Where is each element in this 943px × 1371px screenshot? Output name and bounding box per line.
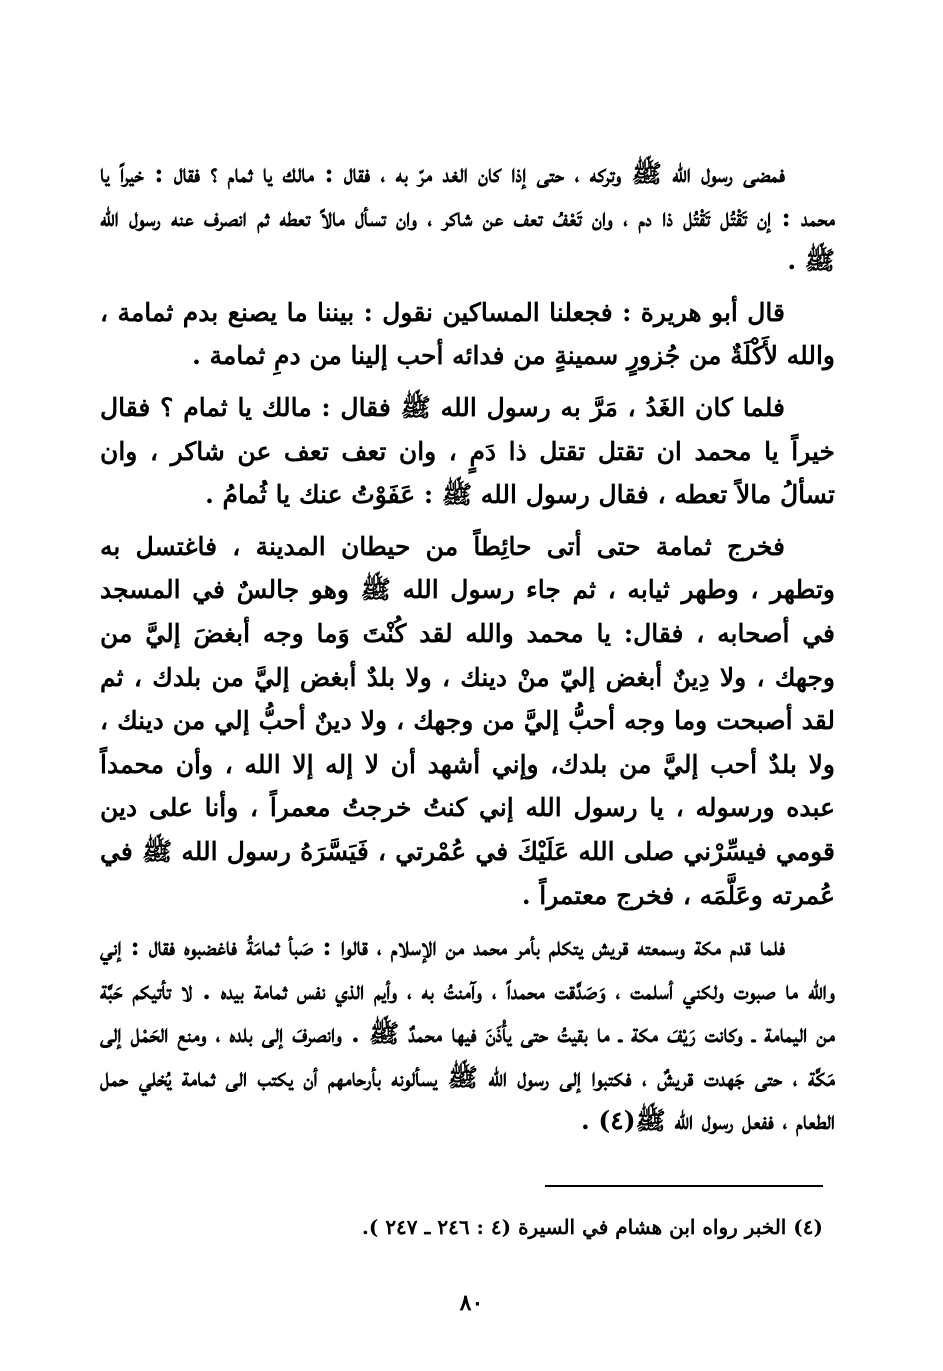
- page-number: ٨٠: [459, 1290, 484, 1316]
- footnote: (٤) الخبر رواه ابن هشام في السيرة (٤ : ٢٤٦ ـ ٢٤٧ ).: [361, 1215, 823, 1239]
- paragraph-3: فلما كان الغَدُ ، مَرَّ به رسول الله ﷺ فقال : مالك يا ثمام ؟ فقال خيراً يا محمد ان تقتل تقتل ذا دَمٍ ، وان تعف تعف عن شاكر ، وان تسألُ مالاً تعطه ، فقال رسول الله ﷺ : عَفَوْتُ عنك يا ثُمامُ .: [100, 392, 835, 510]
- paragraph-1: فمضى رسول الله ﷺ وتركه ، حتى إذا كان الغد مرّ به ، فقال : مالك يا ثمام ؟ فقال : خيراً يا محمد : إن تَقْتُل تَقْتُل ذا دم ، وان تَعْفُ تعف عن شاكر ، وان تسأل مالاً تعطه ثم انصرف عنه رسول الله ﷺ .: [100, 159, 835, 276]
- paragraph-2: قال أبو هريرة : فجعلنا المساكين نقول : بيننا ما يصنع بدم ثمامة ، والله لأَكْلَةٌ من جُزورٍ سمينةٍ من فدائه أحب إلينا من دمِ ثمامة .: [100, 297, 835, 371]
- paragraph-4: فخرج ثمامة حتى أتى حائِطاً من حيطان المدينة ، فاغتسل به وتطهر ، وطهر ثيابه ، ثم جاء رسول الله ﷺ وهو جالسٌ في المسجد في أصحابه ، فقال: يا محمد والله لقد كُنْتَ وَما وجه أبغضَ إليَّ من وجهك ، ولا دِينٌ أبغض إليّ منْ دينك ، ولا بلدٌ أبغض إليَّ من بلدك ، ثم لقد أصبحت وما وجه أحبُّ إليَّ من وجهك ، ولا دينٌ أحبُّ إلي من دينك ، ولا بلدٌ أحب إليَّ من بلدك، وإني أشهد أن لا إله إلا الله ، وأن محمداً عبده ورسوله ، يا رسول الله إني كنتُ خرجتُ معمراً ، وأنا على دين قومي فيسِّرْني صلى الله عَلَيْكَ في عُمْرتي ، فَيَسَّرَهُ رسول الله ﷺ في عُمرته وعَلَّمَه ، فخرج معتمراً .: [100, 531, 835, 910]
- paragraph-5: فلما قدم مكة وسمعته قريش يتكلم بأمر محمد من الإسلام ، قالوا : صَبأ ثمامَةُ فاغضبوه فقال : إني والله ما صبوت ولكني أسلمت ، وَصَدَّقت محمداً ، وآمنتُ به ، وأيم الذي نفس ثمامة بيده . لا تأتيكم حَبَّة من اليمامة ـ وكانت رَيْفَ مكة ـ ما بقيتُ حتى يأْذَنَ فيها محمدٌ ﷺ . وانصرفَ إلى بلده ، ومنع الحَمْل إلى مَكَّة ، حتى جَهدت قريشٌ ، فكتبوا إلى رسول الله ﷺ يسألونه بأرحامهم أن يكتب الى ثمامة يُخلي حمل الطعام ، ففعل رسول الله ﷺ(٤) .: [100, 932, 835, 1136]
- main-text: [100, 152, 835, 1143]
- footnote-divider: [545, 1185, 823, 1187]
